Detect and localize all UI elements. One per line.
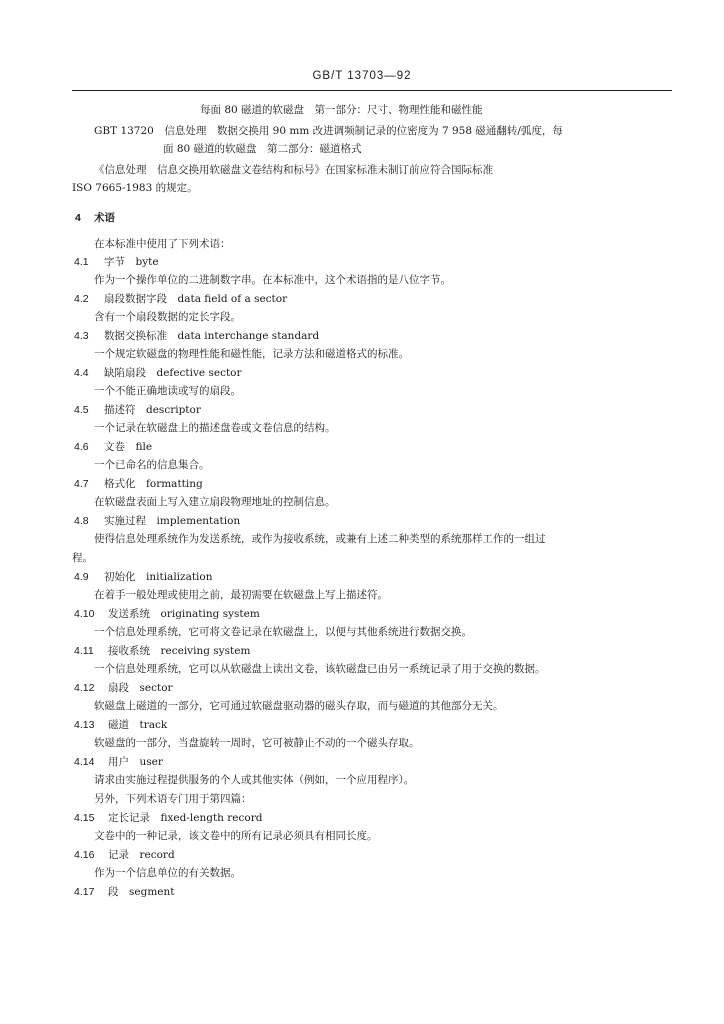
- term-definition: 文卷中的一种记录，该文卷中的所有记录必须具有相同长度。: [94, 830, 378, 842]
- term-definition: 一个记录在软磁盘上的描述盘卷或文卷信息的结构。: [94, 422, 336, 434]
- reference-line-1: 每面 80 磁道的软磁盘 第一部分：尺寸、物理性能和磁性能: [200, 104, 483, 116]
- term-heading: 格式化 formatting: [104, 478, 203, 490]
- term-definition: 使得信息处理系统作为发送系统，或作为接收系统，或兼有上述二种类型的系统那样工作的一组过: [94, 533, 546, 545]
- term-definition-continued: 程。: [72, 552, 93, 564]
- term-number: 4.11: [74, 645, 94, 657]
- term-number: 4.8: [74, 515, 89, 527]
- term-definition: 一个规定软磁盘的物理性能和磁性能，记录方法和磁道格式的标准。: [94, 348, 409, 360]
- term-heading: 实施过程 implementation: [104, 515, 241, 527]
- term-definition: 请求由实施过程提供服务的个人或其他实体（例如，一个应用程序）。: [94, 774, 415, 786]
- reference-line-5: ISO 7665-1983 的规定。: [72, 182, 198, 194]
- term-definition: 作为一个信息单位的有关数据。: [94, 867, 241, 879]
- term-number: 4.3: [74, 330, 89, 342]
- section-note: 另外，下列术语专门用于第四篇：: [94, 793, 252, 805]
- term-definition: 在软磁盘表面上写入建立扇段物理地址的控制信息。: [94, 496, 336, 508]
- term-heading: 扇段 sector: [108, 682, 173, 694]
- term-definition: 一个信息处理系统，它可以从软磁盘上读出文卷，该软磁盘已由另一系统记录了用于交换的数据。: [94, 663, 546, 675]
- header-rule: [72, 90, 672, 91]
- term-definition: 作为一个操作单位的二进制数字串。在本标准中，这个术语指的是八位字节。: [94, 274, 451, 286]
- term-number: 4.9: [74, 571, 89, 583]
- term-number: 4.5: [74, 404, 89, 416]
- term-number: 4.16: [74, 849, 95, 861]
- term-heading: 磁道 track: [108, 719, 168, 731]
- term-number: 4.10: [74, 608, 95, 620]
- section-intro: 在本标准中使用了下列术语：: [94, 238, 231, 250]
- term-definition: 软磁盘上磁道的一部分，它可通过软磁盘驱动器的磁头存取，而与磁道的其他部分无关。: [94, 700, 504, 712]
- term-definition: 含有一个扇段数据的定长字段。: [94, 311, 241, 323]
- term-heading: 定长记录 fixed-length record: [108, 812, 263, 824]
- term-heading: 记录 record: [108, 849, 175, 861]
- term-heading: 发送系统 originating system: [108, 608, 260, 620]
- term-number: 4.15: [74, 812, 95, 824]
- reference-line-4: 《信息处理 信息交换用软磁盘文卷结构和标号》在国家标准未制订前应符合国际标准: [94, 164, 493, 176]
- term-number: 4.7: [74, 478, 89, 490]
- section-title: 术语: [94, 212, 115, 224]
- term-definition: 在着手一般处理或使用之前，最初需要在软磁盘上写上描述符。: [94, 589, 388, 601]
- reference-line-3: 面 80 磁道的软磁盘 第二部分：磁道格式: [163, 143, 362, 155]
- term-definition: 一个已命名的信息集合。: [94, 459, 210, 471]
- reference-line-2: GBT 13720 信息处理 数据交换用 90 mm 改进调频制记录的位密度为 7 958 磁通翻转/弧度，每: [94, 125, 563, 137]
- term-heading: 字节 byte: [104, 256, 159, 268]
- term-number: 4.13: [74, 719, 95, 731]
- term-number: 4.17: [74, 886, 95, 898]
- term-number: 4.2: [74, 293, 89, 305]
- term-heading: 初始化 initialization: [104, 571, 213, 583]
- term-heading: 缺陷扇段 defective sector: [104, 367, 242, 379]
- term-number: 4.6: [74, 441, 89, 453]
- term-number: 4.12: [74, 682, 95, 694]
- standard-number-header: GB/T 13703—92: [312, 70, 412, 82]
- term-heading: 扇段数据字段 data field of a sector: [104, 293, 288, 305]
- term-number: 4.1: [74, 256, 89, 268]
- term-heading: 描述符 descriptor: [104, 404, 201, 416]
- term-definition: 软磁盘的一部分，当盘旋转一周时，它可被静止不动的一个磁头存取。: [94, 737, 420, 749]
- term-definition: 一个信息处理系统，它可将文卷记录在软磁盘上，以便与其他系统进行数据交换。: [94, 626, 472, 638]
- term-heading: 用户 user: [108, 756, 163, 768]
- term-heading: 接收系统 receiving system: [108, 645, 251, 657]
- term-heading: 段 segment: [108, 886, 175, 898]
- term-definition: 一个不能正确地读或写的扇段。: [94, 385, 241, 397]
- section-number: 4: [75, 212, 81, 224]
- term-number: 4.4: [74, 367, 89, 379]
- term-heading: 文卷 file: [104, 441, 153, 453]
- term-heading: 数据交换标准 data interchange standard: [104, 330, 320, 342]
- term-number: 4.14: [74, 756, 95, 768]
